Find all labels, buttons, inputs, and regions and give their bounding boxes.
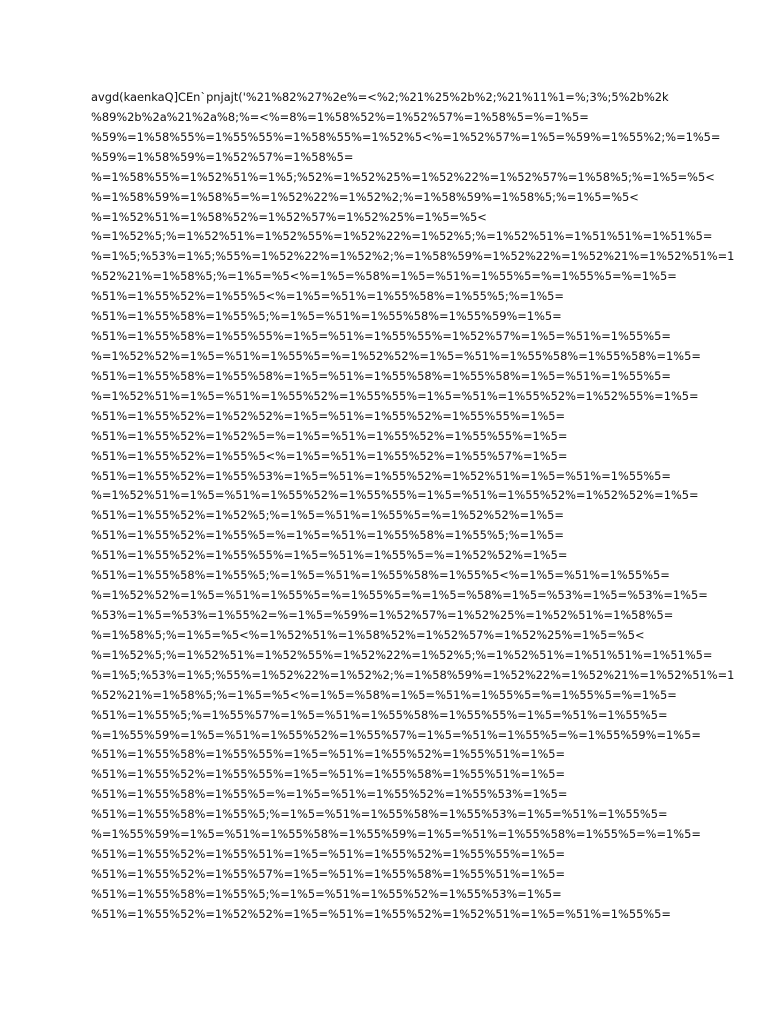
document-text-line: %=1%52%51%=1%58%52%=1%52%57%=1%52%25%=1%5=%5< bbox=[91, 209, 487, 224]
document-text-line: %=1%58%5;%=1%5=%5<%=1%52%51%=1%58%52%=1%52%57%=1%52%25%=1%5=%5< bbox=[91, 627, 645, 642]
document-text-line: %51%=1%55%52%=1%55%53%=1%5=%51%=1%55%52%=1%52%51%=1%5=%51%=1%55%5= bbox=[91, 468, 671, 483]
document-text-line: %51%=1%55%58%=1%55%5;%=1%5=%51%=1%55%58%=1%55%5<%=1%5=%51%=1%55%5= bbox=[91, 568, 670, 583]
document-text-line: avgd(kaenkaQ]CEn`pnjajt('%21%82%27%2e%=<%2;%21%25%2b%2;%21%11%1=%;3%;5%2b%2k bbox=[91, 90, 669, 104]
document-text-line: %51%=1%55%52%=1%55%5<%=1%5=%51%=1%55%58%=1%55%5;%=1%5= bbox=[91, 289, 564, 304]
document-text-line: %=1%55%59%=1%5=%51%=1%55%58%=1%55%59%=1%5=%51%=1%55%58%=1%55%5=%=1%5= bbox=[91, 827, 701, 842]
document-text-line: %=1%52%5;%=1%52%51%=1%52%55%=1%52%22%=1%52%5;%=1%52%51%=1%51%51%=1%51%5= bbox=[91, 229, 713, 244]
document-text-line: %51%=1%55%5;%=1%55%57%=1%5=%51%=1%55%58%=1%55%55%=1%5=%51%=1%55%5= bbox=[91, 707, 668, 722]
document-text-line: %51%=1%55%58%=1%55%5;%=1%5=%51%=1%55%52%=1%55%53%=1%5= bbox=[91, 886, 562, 901]
document-text-line: %51%=1%55%58%=1%55%5;%=1%5=%51%=1%55%58%=1%55%53%=1%5=%51%=1%55%5= bbox=[91, 807, 668, 822]
document-text-line: %=1%52%52%=1%5=%51%=1%55%5=%=1%52%52%=1%5=%51%=1%55%58%=1%55%58%=1%5= bbox=[91, 348, 701, 363]
document-text-line: %=1%58%55%=1%52%51%=1%5;%52%=1%52%25%=1%52%22%=1%52%57%=1%58%5;%=1%5=%5< bbox=[91, 169, 715, 184]
document-text-line: %52%21%=1%58%5;%=1%5=%5<%=1%5=%58%=1%5=%51%=1%55%5=%=1%55%5=%=1%5= bbox=[91, 269, 677, 284]
document-text-line: %53%=1%5=%53%=1%55%2=%=1%5=%59%=1%52%57%=1%52%25%=1%52%51%=1%58%5= bbox=[91, 607, 674, 622]
document-text-line: %51%=1%55%52%=1%55%5<%=1%5=%51%=1%55%52%=1%55%57%=1%5= bbox=[91, 448, 568, 463]
document-text-line: %51%=1%55%58%=1%55%58%=1%5=%51%=1%55%58%=1%55%58%=1%5=%51%=1%55%5= bbox=[91, 368, 671, 383]
document-text-line: %=1%5;%53%=1%5;%55%=1%52%22%=1%52%2;%=1%58%59%=1%52%22%=1%52%21%=1%52%51%=1 bbox=[91, 667, 735, 682]
document-text-line: %=1%52%5;%=1%52%51%=1%52%55%=1%52%22%=1%52%5;%=1%52%51%=1%51%51%=1%51%5= bbox=[91, 647, 713, 662]
document-text-line: %51%=1%55%52%=1%55%5=%=1%5=%51%=1%55%58%=1%55%5;%=1%5= bbox=[91, 528, 564, 543]
document-text-line: %52%21%=1%58%5;%=1%5=%5<%=1%5=%58%=1%5=%51%=1%55%5=%=1%55%5=%=1%5= bbox=[91, 687, 677, 702]
document-text-line: %51%=1%55%52%=1%55%55%=1%5=%51%=1%55%5=%=1%52%52%=1%5= bbox=[91, 548, 568, 563]
document-text-line: %=1%52%51%=1%5=%51%=1%55%52%=1%55%55%=1%5=%51%=1%55%52%=1%52%55%=1%5= bbox=[91, 388, 699, 403]
document-text-line: %51%=1%55%52%=1%52%5;%=1%5=%51%=1%55%5=%=1%52%52%=1%5= bbox=[91, 508, 564, 523]
document-text-line: %51%=1%55%52%=1%55%55%=1%5=%51%=1%55%58%=1%55%51%=1%5= bbox=[91, 767, 566, 782]
document-text-line: %51%=1%55%58%=1%55%5=%=1%5=%51%=1%55%52%=1%55%53%=1%5= bbox=[91, 787, 568, 802]
document-text-block bbox=[91, 88, 761, 925]
document-text-line: %51%=1%55%52%=1%52%5=%=1%5=%51%=1%55%52%=1%55%55%=1%5= bbox=[91, 428, 568, 443]
document-text-line: %51%=1%55%52%=1%55%57%=1%5=%51%=1%55%58%=1%55%51%=1%5= bbox=[91, 866, 566, 881]
document-text-line: %59%=1%58%59%=1%52%57%=1%58%5= bbox=[91, 149, 354, 164]
document-text-line: %89%2b%2a%21%2a%8;%=<%=8%=1%58%52%=1%52%57%=1%58%5=%=1%5= bbox=[91, 109, 589, 124]
document-text-line: %=1%52%51%=1%5=%51%=1%55%52%=1%55%55%=1%5=%51%=1%55%52%=1%52%52%=1%5= bbox=[91, 488, 699, 503]
document-text-line: %51%=1%55%58%=1%55%55%=1%5=%51%=1%55%52%=1%55%51%=1%5= bbox=[91, 747, 566, 762]
document-text-line: %51%=1%55%52%=1%52%52%=1%5=%51%=1%55%52%=1%55%55%=1%5= bbox=[91, 408, 566, 423]
document-text-line: %51%=1%55%58%=1%55%5;%=1%5=%51%=1%55%58%=1%55%59%=1%5= bbox=[91, 309, 562, 324]
document-text-line: %=1%55%59%=1%5=%51%=1%55%52%=1%55%57%=1%5=%51%=1%55%5=%=1%55%59%=1%5= bbox=[91, 727, 701, 742]
document-text-line: %51%=1%55%58%=1%55%55%=1%5=%51%=1%55%55%=1%52%57%=1%5=%51%=1%55%5= bbox=[91, 329, 671, 344]
document-text-line: %51%=1%55%52%=1%52%52%=1%5=%51%=1%55%52%=1%52%51%=1%5=%51%=1%55%5= bbox=[91, 906, 671, 921]
document-text-line: %51%=1%55%52%=1%55%51%=1%5=%51%=1%55%52%=1%55%55%=1%5= bbox=[91, 847, 566, 862]
document-text-line: %=1%5;%53%=1%5;%55%=1%52%22%=1%52%2;%=1%58%59%=1%52%22%=1%52%21%=1%52%51%=1 bbox=[91, 249, 735, 264]
document-text-line: %=1%58%59%=1%58%5=%=1%52%22%=1%52%2;%=1%58%59%=1%58%5;%=1%5=%5< bbox=[91, 189, 639, 204]
document-text-line: %59%=1%58%55%=1%55%55%=1%58%55%=1%52%5<%=1%52%57%=1%5=%59%=1%55%2;%=1%5= bbox=[91, 129, 721, 144]
document-text-line: %=1%52%52%=1%5=%51%=1%55%5=%=1%55%5=%=1%5=%58%=1%5=%53%=1%5=%53%=1%5= bbox=[91, 588, 708, 603]
